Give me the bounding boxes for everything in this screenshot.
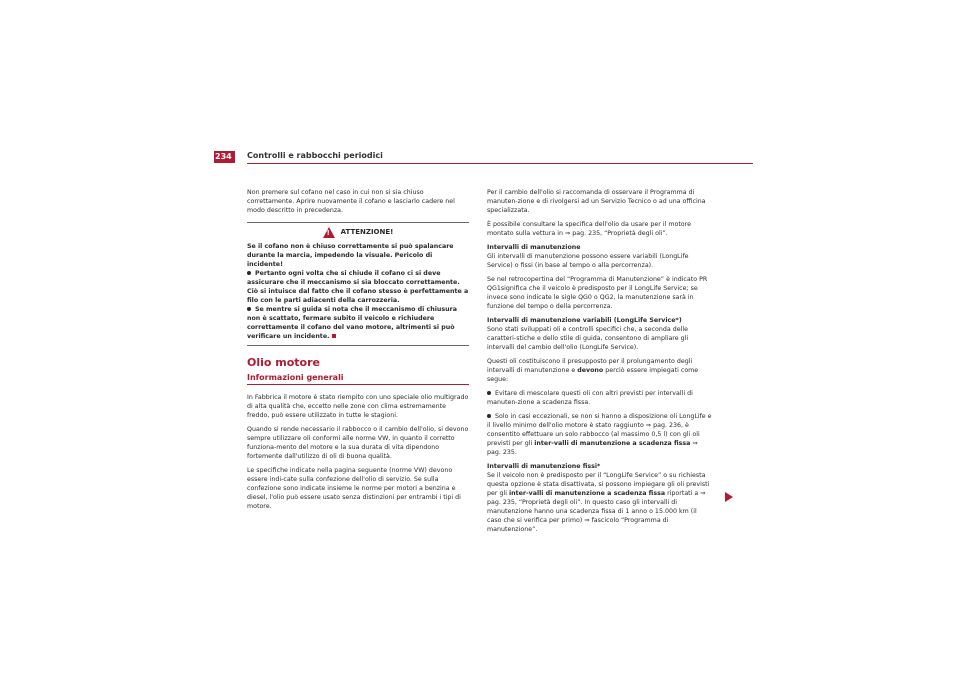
paragraph: Se nel retrocopertina del “Programma di Manutenzione” è indicato PR QG1significa che il veicolo è predisposto per il LongLife Service; se invece sono indicate le sigle QG0 o QG2, la manutenzione sarà in funzione del tempo o della percorrenza. <box>487 276 708 310</box>
warning-bullet <box>247 269 469 305</box>
warning-text: Se il cofano non è chiuso correttamente si può spalancare durante la marcia, impedendo la visuale. Pericolo di incidente! <box>247 243 454 268</box>
bullet-text: ⇒ pag. 235. <box>487 440 698 456</box>
text-run: Se il veicolo non è predisposto per il “LongLife Service” o su richiesta questa opzione è stata disattivata, si possono impiegare gli oli previsti per gli <box>487 472 710 497</box>
bullet-icon <box>247 271 251 275</box>
intro-paragraph: Non premere sul cofano nel caso in cui non si sia chiuso correttamente. Aprire nuovamente il cofano e lasciarlo cadere nel modo descritto in precedenza. <box>247 189 455 214</box>
paragraph: È possibile consultare la specifica dell'olio da usare per il motore montato sulla vettura in ⇒ pag. 235, “Proprietà degli oli”. <box>487 221 691 237</box>
bold-text: devono <box>577 367 604 374</box>
text-run: perciò essere impiegati come segue: <box>487 367 699 383</box>
section-title: Olio motore <box>247 356 320 369</box>
right-column <box>487 188 713 539</box>
text-run: Questi oli costituiscono il presupposto per il prolungamento degli intervalli di manutenzione e <box>487 358 693 374</box>
bullet-text: Evitare di mescolare questi oli con altri previsti per intervalli di manuten-zione a scadenza fissa. <box>487 390 693 406</box>
text-run: riportati a ⇒ pag. 235, “Proprietà degli oli”. In questo caso gli intervalli di manutenzione hanno una scadenza fissa di 1 anno o 15.000 km (il caso che si verifica per primo) ⇒ fascicolo “Programma di manutenzione”. <box>487 490 706 533</box>
paragraph <box>487 471 713 534</box>
paragraph: In Fabbrica il motore è stato riempito con uno speciale olio multigrado di alta qualità che, eccetto nelle zone con clima estremamente freddo, può essere utilizzato in tutte le stagioni. <box>247 394 469 419</box>
bullet-item <box>487 389 713 407</box>
paragraph <box>487 357 713 384</box>
bullet-text: Solo in casi eccezionali, se non si hanno a disposizione oli LongLife e il livello minimo dell'olio motore è stato raggiunto ⇒ pag. 236, è consentito effettuare un solo rabbocco (al massimo 0,5 l) con gli oli previsti per gli <box>487 413 712 447</box>
warning-bullet-text: Se mentre si guida si nota che il meccanismo di chiusura non è scattato, fermare subito il veicolo e richiudere correttamente il cofano del vano motore, altrimenti si può verificare un incidente. <box>247 306 457 340</box>
paragraph: Quando si rende necessario il rabbocco o il cambio dell'olio, si devono sempre utilizzare oli conformi alle norme VW, in quanto il corretto funziona-mento del motore e la sua durata di vita dipendono fortemente dall'utilizzo di oli di buona qualità. <box>247 426 469 460</box>
warning-bullet <box>247 305 469 341</box>
warning-box <box>247 222 469 346</box>
subsection-title: Informazioni generali <box>247 373 469 385</box>
bold-text: inter-valli di manutenzione a scadenza fissa <box>534 440 691 447</box>
bullet-icon <box>247 307 251 311</box>
page-number: 234 <box>214 151 235 163</box>
bullet-icon <box>487 391 491 395</box>
warning-triangle-icon: ! <box>323 227 335 238</box>
header-rule <box>247 163 753 164</box>
paragraph: Gli intervalli di manutenzione possono essere variabili (LongLife Service) o fissi (in base al tempo o alla percorrenza). <box>487 253 689 269</box>
section-end-icon <box>332 334 336 338</box>
paragraph: Per il cambio dell'olio si raccomanda di osservare il Programma di manuten-zione e di rivolgersi ad un Servizio Tecnico o ad una officina specializzata. <box>487 189 706 214</box>
left-column <box>247 188 469 516</box>
bullet-icon <box>487 414 491 418</box>
warning-title: ATTENZIONE! <box>340 228 394 236</box>
bold-text: inter-valli di manutenzione a scadenza fissa <box>508 490 666 497</box>
paragraph: Sono stati sviluppati oli e controlli specifici che, a seconda delle caratteri-stiche e dello stile di guida, consentono di ampliare gli intervalli del cambio dell'olio (LongLife Service). <box>487 326 689 351</box>
warning-bullet-text: Pertanto ogni volta che si chiude il cofano ci si deve assicurare che il meccanismo si sia bloccato correttamente. Ciò si intuisce dal fatto che il cofano stesso è perfettamente a filo con le parti adiacenti della carrozzeria. <box>247 270 469 304</box>
bullet-item <box>487 412 713 457</box>
paragraph: Le specifiche indicate nella pagina seguente (norme VW) devono essere indi-cate sulla confezione dell'olio di servizio. Se sulla confezione sono indicate insieme le norme per motori a benzina e diesel, l'olio può essere usato senza distinzioni per entrambi i tipi di motore. <box>247 467 461 510</box>
warning-header <box>247 225 469 242</box>
page-header-title: Controlli e rabbocchi periodici <box>247 151 383 160</box>
subheading-variable-intervals: Intervalli di manutenzione variabili (LongLife Service*) <box>487 317 682 324</box>
subheading-intervals: Intervalli di manutenzione <box>487 244 581 251</box>
subheading-fixed-intervals: Intervalli di manutenzione fissi* <box>487 463 601 470</box>
continue-arrow-icon <box>725 492 733 502</box>
